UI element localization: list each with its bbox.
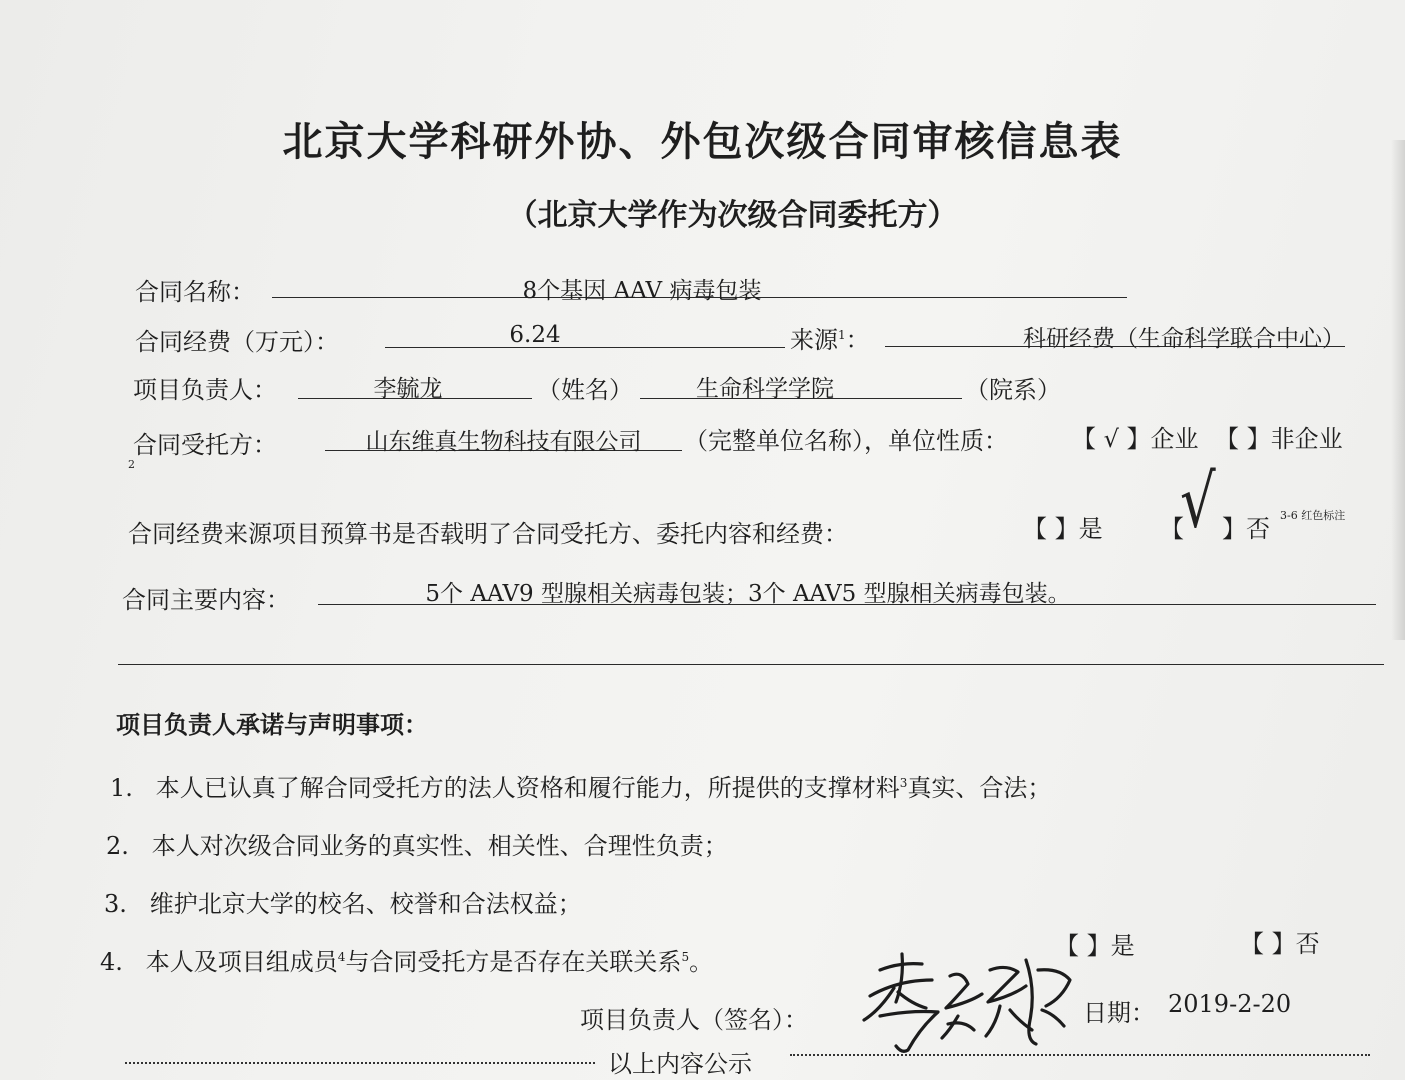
signature-label: 项目负责人（签名）： (580, 1006, 808, 1034)
contract-name-label: 合同名称： (135, 278, 255, 306)
budget-note: 3-6 红色标注 (1280, 509, 1346, 522)
pi-name-hint: （姓名） (537, 376, 633, 404)
budget-no-open: 【 (1160, 515, 1184, 543)
content-label: 合同主要内容： (122, 586, 290, 614)
commitment-item-3: 3. 维护北京大学的校名、校誉和合法权益； (104, 890, 582, 918)
trustee-value: 山东维真生物科技有限公司 (365, 429, 642, 455)
budget-no-close: 】否 (1222, 515, 1270, 543)
budget-question: 合同经费来源项目预算书是否载明了合同受托方、委托内容和经费： (128, 520, 848, 548)
footer-dotted-left (125, 1062, 595, 1064)
enterprise-option: 【 √ 】企业 (1072, 425, 1199, 453)
footer-dotted-right (790, 1054, 1370, 1056)
public-notice: 以上内容公示 (608, 1050, 752, 1078)
contract-fee-label: 合同经费（万元）： (135, 328, 339, 356)
dept-hint: （院系） (965, 376, 1061, 404)
item4-no-option: 【 】否 (1240, 930, 1320, 958)
date-value: 2019-2-20 (1168, 990, 1292, 1018)
pi-name-value: 李毓龙 (373, 376, 443, 402)
item4-yes-option: 【 】是 (1055, 932, 1135, 960)
trustee-hint: （完整单位名称），单位性质： (684, 427, 1008, 455)
page-title: 北京大学科研外协、外包次级合同审核信息表 (282, 119, 1123, 165)
page-subtitle: （北京大学作为次级合同委托方） (507, 198, 958, 233)
footnote-2: 2 (128, 458, 135, 471)
contract-fee-value: 6.24 (509, 322, 561, 348)
commitment-item-1: 1. 本人已认真了解合同受托方的法人资格和履行能力，所提供的支撑材料$^3$真实、合法； (110, 774, 1052, 802)
fund-source-label: 来源$^1$： (790, 326, 870, 354)
handwritten-signature (850, 950, 1080, 1060)
budget-yes-option: 【 】是 (1023, 515, 1103, 543)
content-underline-2 (118, 664, 1384, 665)
commitment-item-4: 4. 本人及项目组成员$^4$与合同受托方是否存在关联关系$^5$。 (100, 948, 714, 976)
dept-value: 生命科学学院 (696, 376, 834, 402)
commitments-heading: 项目负责人承诺与声明事项： (116, 711, 428, 739)
pi-label: 项目负责人： (133, 376, 277, 404)
commitment-item-2: 2. 本人对次级合同业务的真实性、相关性、合理性负责； (106, 832, 728, 860)
budget-no-check-mark: √ (1180, 460, 1216, 545)
content-value: 5个 AAV9 型腺相关病毒包装；3个 AAV5 型腺相关病毒包装。 (425, 581, 1071, 607)
date-label: 日期： (1083, 999, 1155, 1027)
fund-source-value: 科研经费（生命科学联合中心） (1023, 326, 1345, 352)
contract-name-value: 8个基因 AAV 病毒包装 (522, 278, 762, 304)
trustee-label: 合同受托方： (133, 431, 277, 459)
non-enterprise-option: 【 】非企业 (1215, 425, 1343, 453)
